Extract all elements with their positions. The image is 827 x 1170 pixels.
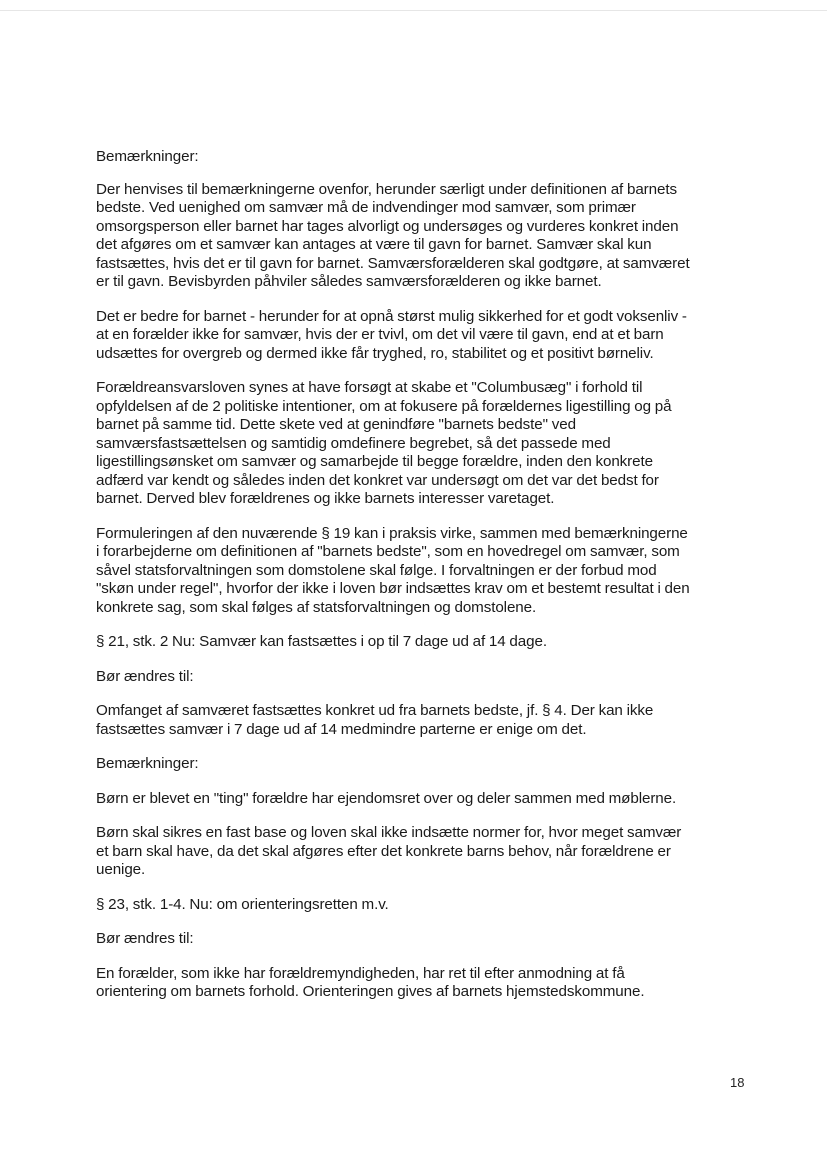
remarks-heading: Bemærkninger: [96,755,199,772]
body-paragraph: Forældreansvarsloven synes at have forsøgt at skabe et "Columbusæg" i forhold til opfyldelsen af de 2 politiske intentioner, om at fokusere på forældernes ligestilling og på barnet på samme tid. Dette skete ved at genindføre "barnets bedste" ved samværsfastsættelsen og samtidig omdefinere begrebet, så det passede med ligestillingsønsket om samvær og samarbejde til begge forældre, inden den konkrete adfærd var kendt og således inden det konkret var undersøgt om det var det bedst for barnet. Derved blev forældrenes og ikke barnets interesser varetaget. [96,379,672,507]
body-paragraph: Formuleringen af den nuværende § 19 kan i praksis virke, sammen med bemærkningerne i forarbejderne om definitionen af "barnets bedste", som en hovedregel om samvær, som såvel statsforvaltningen som domstolene skal følge. I forvaltningen er der forbud mod "skøn under regel", hvorfor der ikke i loven bør indsættes krav om et bestemt resultat i den konkrete sag, som skal følges af statsforvaltningen og domstolene. [96,524,690,616]
should-be-changed-label: Bør ændres til: [96,667,194,685]
remarks-heading: Bemærkninger: [96,148,199,165]
page-top-edge [0,10,827,11]
should-be-changed-label: Bør ændres til: [96,930,194,947]
document-body [96,148,746,1002]
section-23-current-text: § 23, stk. 1-4. Nu: om orienteringsretten m.v. [96,895,389,913]
body-paragraph: Børn er blevet en "ting" forældre har ejendomsret over og deler sammen med møblerne. [96,789,677,807]
proposed-text: Omfanget af samværet fastsættes konkret ud fra barnets bedste, jf. § 4. Der kan ikke fastsættes samvær i 7 dage ud af 14 medmindre parterne er enige om det. [96,702,654,738]
body-paragraph: Det er bedre for barnet - herunder for at opnå størst mulig sikkerhed for et godt voksenliv - at en forælder ikke for samvær, hvis der er tvivl, om det vil være til gavn, end at et barn udsættes for overgreb og dermed ikke får tryghed, ro, stabilitet og et positivt børneliv. [96,307,687,362]
section-21-current-text: § 21, stk. 2 Nu: Samvær kan fastsættes i op til 7 dage ud af 14 dage. [96,633,547,650]
body-paragraph: Børn skal sikres en fast base og loven skal ikke indsætte normer for, hvor meget samvær et barn skal have, da det skal afgøres efter det konkrete barns behov, når forældrene er uenige. [96,824,682,878]
page-number: 18 [730,1075,745,1090]
proposed-text: En forælder, som ikke har forældremyndigheden, har ret til efter anmodning at få orientering om barnets forhold. Orienteringen gives af barnets hjemstedskommune. [96,964,645,1000]
body-paragraph: Der henvises til bemærkningerne ovenfor, herunder særligt under definitionen af barnets bedste. Ved uenighed om samvær må de indvendinger mod samvær, som primær omsorgsperson eller barnet har tages alvorligt og undersøges og vurderes konkret inden det afgøres om et samvær kan antages at være til gavn for barnet. Samvær skal kun fastsættes, hvis det er til gavn for barnet. Samværsforælderen skal godtgøre, at samværet er til gavn. Bevisbyrden påhviler således samværsforælderen og ikke barnet. [96,180,690,290]
